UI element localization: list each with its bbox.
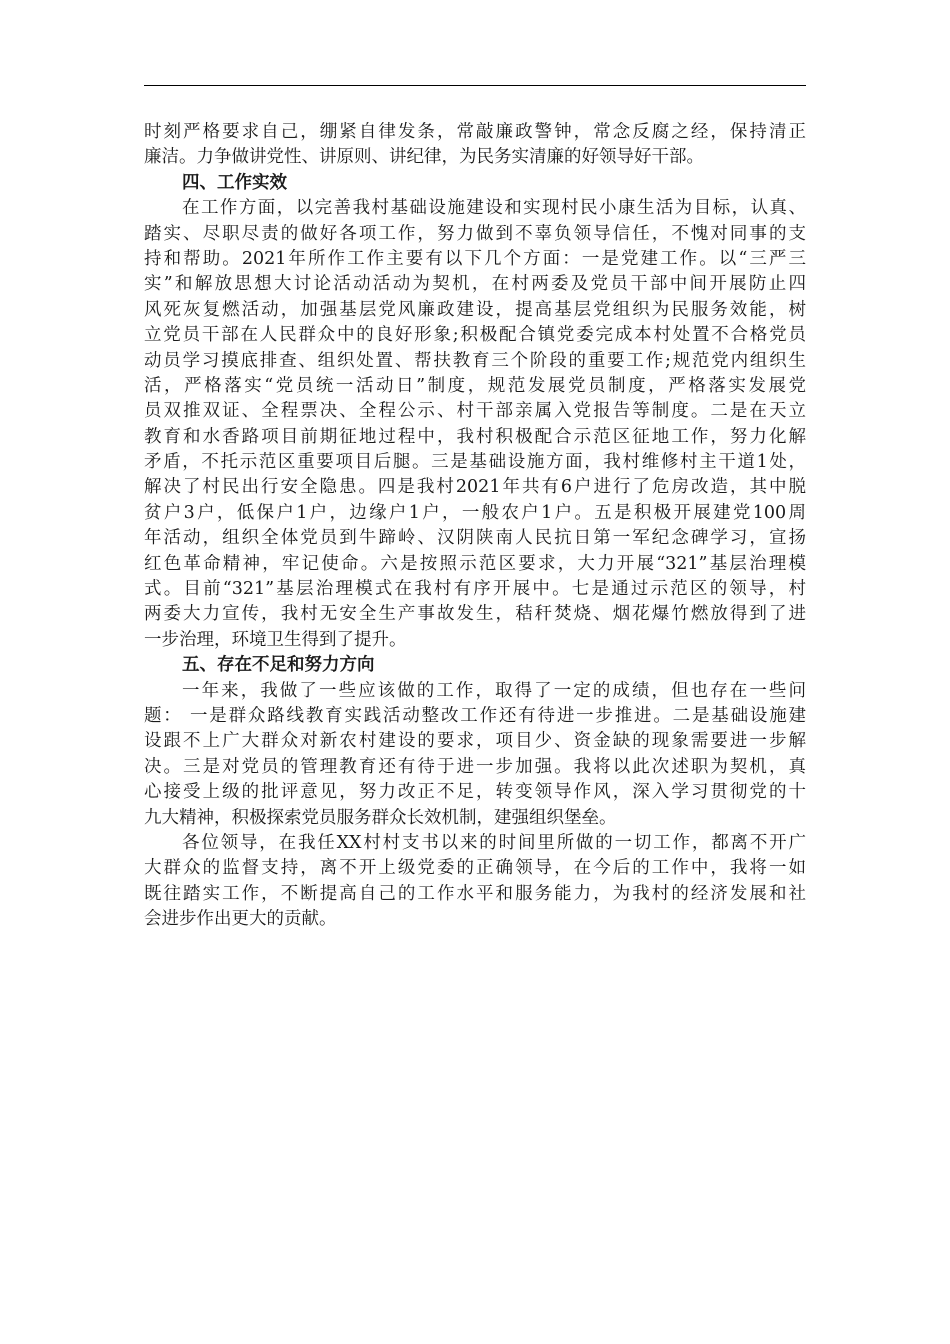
paragraph-line: 实”和解放思想大讨论活动活动为契机，在村两委及党员干部中间开展防止四 (144, 274, 806, 295)
paragraph-line: 设跟不上广大群众对新农村建设的要求，项目少、资金缺的现象需要进一步解 (144, 731, 806, 752)
paragraph-line: 大群众的监督支持，离不开上级党委的正确领导，在今后的工作中，我将一如 (144, 858, 806, 879)
paragraph-line: 时刻严格要求自己，绷紧自律发条，常敲廉政警钟，常念反腐之经，保持清正 (144, 122, 806, 142)
paragraph-line: 一步治理，环境卫生得到了提升。 (144, 629, 407, 650)
paragraph-line: 风死灰复燃活动，加强基层党风廉政建设，提高基层党组织为民服务效能，树 (144, 299, 806, 320)
paragraph-line: 活，严格落实“党员统一活动日”制度，规范发展党员制度，严格落实发展党 (144, 375, 806, 396)
section-heading: 五、存在不足和努力方向 (182, 655, 375, 676)
paragraph-line: 一年来，我做了一些应该做的工作，取得了一定的成绩，但也存在一些问 (182, 680, 806, 701)
paragraph-line: 教育和水香路项目前期征地过程中，我村积极配合示范区征地工作，努力化解 (144, 426, 806, 447)
paragraph-line: 贫户3户，低保户1户，边缘户1户，一般农户1户。五是积极开展建党100周 (144, 502, 806, 523)
paragraph-line: 红色革命精神，牢记使命。六是按照示范区要求，大力开展“321”基层治理模 (144, 553, 806, 574)
paragraph-line: 在工作方面，以完善我村基础设施建设和实现村民小康生活为目标，认真、 (182, 198, 806, 219)
paragraph-line: 解决了村民出行安全隐患。四是我村2021年共有6户进行了危房改造，其中脱 (144, 477, 806, 498)
header-rule (144, 85, 806, 86)
paragraph-line: 既往踏实工作，不断提高自己的工作水平和服务能力，为我村的经济发展和社 (144, 883, 806, 904)
paragraph-line: 九大精神，积极探索党员服务群众长效机制，建强组织堡垒。 (144, 807, 617, 828)
document-body (144, 120, 806, 933)
paragraph-line: 心接受上级的批评意见，努力改正不足，转变领导作风，深入学习贯彻党的十 (144, 782, 806, 803)
paragraph-line: 立党员干部在人民群众中的良好形象;积极配合镇党委完成本村处置不合格党员 (144, 325, 806, 346)
paragraph-line: 式。目前“321”基层治理模式在我村有序开展中。七是通过示范区的领导，村 (144, 579, 806, 600)
paragraph-line: 员双推双证、全程票决、全程公示、村干部亲属入党报告等制度。二是在天立 (144, 401, 806, 422)
paragraph-line: 两委大力宣传，我村无安全生产事故发生，秸秆焚烧、烟花爆竹燃放得到了进 (144, 604, 806, 625)
paragraph-line: 题： 一是群众路线教育实践活动整改工作还有待进一步推进。二是基础设施建 (144, 705, 806, 726)
paragraph-line: 决。三是对党员的管理教育还有待于进一步加强。我将以此次述职为契机，真 (144, 756, 806, 777)
paragraph-line: 廉洁。力争做讲党性、讲原则、讲纪律，为民务实清廉的好领导好干部。 (144, 147, 704, 168)
paragraph-line: 会进步作出更大的贡献。 (144, 909, 337, 930)
paragraph-line: 矛盾，不托示范区重要项目后腿。三是基础设施方面，我村维修村主干道1处， (144, 452, 806, 473)
paragraph-line: 踏实、尽职尽责的做好各项工作，努力做到不辜负领导信任，不愧对同事的支 (144, 223, 806, 244)
paragraph-line: 持和帮助。2021年所作工作主要有以下几个方面：一是党建工作。以“三严三 (144, 248, 806, 269)
paragraph-line: 年活动，组织全体党员到牛蹄岭、汉阴陕南人民抗日第一军纪念碑学习，宣扬 (144, 528, 806, 549)
paragraph-line: 各位领导，在我任XX村村支书以来的时间里所做的一切工作，都离不开广 (182, 832, 806, 853)
section-heading: 四、工作实效 (182, 172, 287, 193)
paragraph-line: 动员学习摸底排查、组织处置、帮扶教育三个阶段的重要工作;规范党内组织生 (144, 350, 806, 371)
